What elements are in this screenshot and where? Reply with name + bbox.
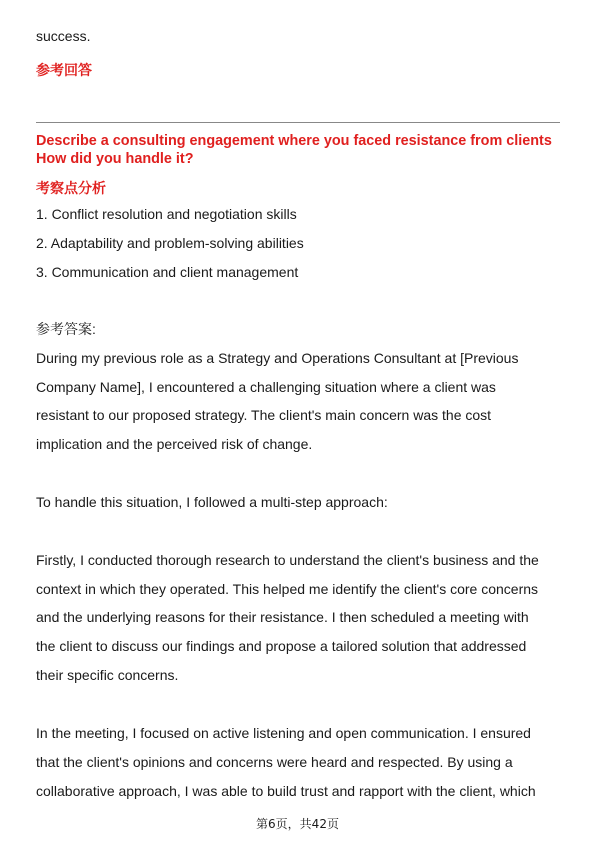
answer-line: Firstly, I conducted thorough research to understand the client's business and the: [36, 552, 539, 568]
section-divider: [36, 122, 560, 123]
page-indicator: 第6页，共42页: [256, 817, 339, 831]
answer-line: their specific concerns.: [36, 667, 179, 683]
answer-line: During my previous role as a Strategy and Operations Consultant at [Previous: [36, 350, 519, 366]
answer-line: the client to discuss our findings and propose a tailored solution that addressed: [36, 638, 527, 654]
answer-line: context in which they operated. This helped me identify the client's core concerns: [36, 581, 539, 597]
answer-line: that the client's opinions and concerns were heard and respected. By using a: [36, 754, 513, 770]
answer-line: Company Name], I encountered a challenging situation where a client was: [36, 379, 496, 395]
answer-label: 参考答案:: [36, 321, 96, 337]
answer-line: implication and the perceived risk of change.: [36, 436, 313, 452]
answer-line: resistant to our proposed strategy. The client's main concern was the cost: [36, 407, 492, 423]
analysis-point-1: 1. Conflict resolution and negotiation skills: [36, 206, 297, 222]
continuation-text: success.: [36, 28, 91, 44]
answer-line: In the meeting, I focused on active listening and open communication. I ensured: [36, 725, 531, 741]
analysis-point-3: 3. Communication and client management: [36, 264, 299, 280]
answer-line: collaborative approach, I was able to build trust and rapport with the client, which: [36, 783, 536, 799]
answer-line: To handle this situation, I followed a multi-step approach:: [36, 494, 388, 510]
reference-answer-heading: 参考回答: [36, 62, 92, 78]
question-title-line-1: Describe a consulting engagement where you faced resistance from clients: [36, 133, 552, 149]
document-page: [36, 0, 560, 842]
analysis-point-2: 2. Adaptability and problem-solving abilities: [36, 235, 304, 251]
analysis-heading: 考察点分析: [36, 180, 106, 196]
answer-line: and the underlying reasons for their resistance. I then scheduled a meeting with: [36, 609, 529, 625]
question-title-line-2: How did you handle it?: [36, 151, 194, 167]
